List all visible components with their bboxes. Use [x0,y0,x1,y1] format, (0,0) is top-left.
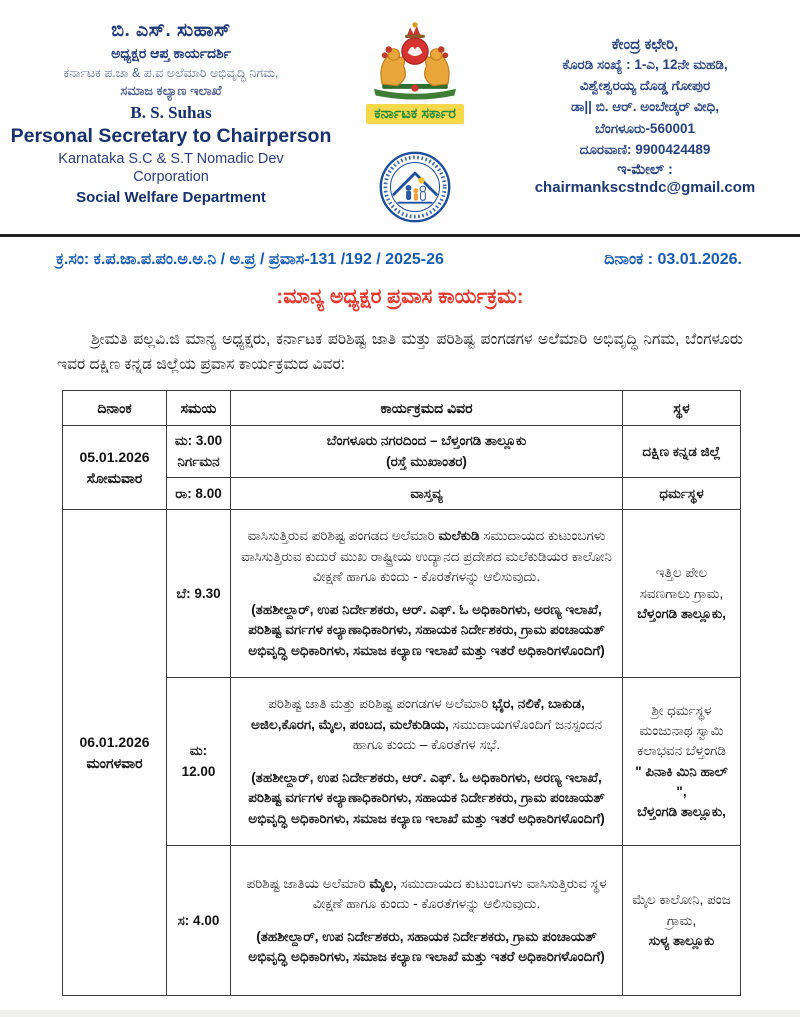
reference-date: ದಿನಾಂಕ : 03.01.2026. [604,251,742,268]
address-line-4: ಬೆಂಗಳೂರು-560001 [595,120,695,136]
details-cell [231,426,623,478]
details-highlight: ಭೈರ, ನಲಿಕೆ, ಬಾಕುಡ, ಅಜಿಲ,ಕೊರಗ, ಮೈಲ, ಪಂಬದ, ಮಲೆಕುಡಿಯ, [251,696,585,732]
officials-note: (ತಹಶೀಲ್ದಾರ್, ಉಪ ನಿರ್ದೇಶಕರು, ಆರ್. ಎಫ್. ಓ ಅಧಿಕಾರಿಗಳು, ಅರಣ್ಯ ಇಲಾಖೆ, ಪರಿಶಿಷ್ಟ ವರ್ಗಗಳ ಕಲ್ಯಾಣಾಧಿಕಾರಿಗಳು, ಸಹಾಯಕ ನಿರ್ದೇಶಕರು, ಗ್ರಾಮ ಪಂಚಾಯತ್ ಅಭಿವೃದ್ಧಿ ಅಧಿಕಾರಿಗಳು, ಸಮಾಜ ಕಲ್ಯಾಣ ಇಲಾಖೆ ಮತ್ತು ಇತರೆ ಅಧಿಕಾರಿಗಳೊಂದಿಗೆ) [248,602,605,658]
details-cell [231,510,623,678]
details-paragraph [237,526,616,587]
details-paragraph [237,694,616,755]
officer-title-kannada: ಅಧ್ಯಕ್ಷರ ಆಪ್ತ ಕಾರ್ಯದರ್ಶಿ [111,45,231,61]
table-row [63,510,741,678]
details-text: ಸಮುದಾಯದ ಕುಟುಂಬಗಳು ವಾಸಿಸುತ್ತಿರುವ ಸ್ಥಳ ವೀಕ್ಷಣೆ ಹಾಗೂ ಕುಂದು - ಕೊರತೆಗಳನ್ನು ಆಲಿಸುವುದು. [312,875,607,911]
place-cell [623,478,741,510]
details-paragraph [237,874,616,915]
letterhead-left-block [10,20,332,206]
place-cell [623,846,741,996]
time-note: ನಿರ್ಗಮನ [177,453,220,469]
place-highlight: ಬೆಳ್ತಂಗಡಿ ತಾಲ್ಲೂಕು, [637,804,726,820]
officer-title-english: Personal Secretary to Chairperson [10,125,332,147]
place-cell [623,510,741,678]
address-line-2: ವಿಶ್ವೇಶ್ವರಯ್ಯ ದೊಡ್ಡ ಗೋಪುರ [579,78,711,94]
letterhead-center-block [332,20,498,224]
corporation-name-english [10,150,332,186]
document-title: :ಮಾನ್ಯ ಅಧ್ಯಕ್ಷರ ಪ್ರವಾಸ ಕಾರ್ಯಕ್ರಮ: [276,285,524,308]
corporation-name-kannada: ಕರ್ನಾಟಕ ಪ.ಜಾ & ಪ.ವ ಅಲೆಮಾರಿ ಅಭಿವೃದ್ಧಿ ನಿಗಮ, [63,66,279,80]
details-text: ಸಮುದಾಯದ ಕುಟುಂಬಗಳು ವಾಸಿಸುತ್ತಿರುವ ಕುದುರೆ ಮುಖ ರಾಷ್ಟ್ರೀಯ ಉದ್ಯಾನದ ಪ್ರದೇಶದ ಮಲೆಕುಡಿಯರ ಕಾಲೋನಿ ವೀಕ್ಷಣೆ ಹಾಗೂ ಕುಂದು - ಕೊರತೆಗಳನ್ನು ಆಲಿಸುವುದು. [241,528,612,584]
email-label: ಇ-ಮೇಲ್ : [617,162,673,179]
reference-line [0,237,800,269]
column-header-time: ಸಮಯ [167,391,231,426]
date-cell-day2 [63,510,167,996]
details-cell [231,846,623,996]
place-highlight: ಬೆಳ್ತಂಗಡಿ ತಾಲ್ಲೂಕು, [637,605,726,621]
time-value: ಸ: 4.00 [177,912,220,928]
time-value: ಮ: 3.00 [174,433,223,449]
column-header-date: ದಿನಾಂಕ [63,391,167,426]
details-cell [231,478,623,510]
day1-date: 05.01.2026 [79,448,150,465]
day1-weekday: ಸೋಮವಾರ [86,469,143,486]
table-row [63,426,741,478]
details-highlight: ಮಲೆಕುಡಿ [438,528,480,544]
date-cell-day1 [63,426,167,510]
place-text: ಧರ್ಮಸ್ಥಳ [659,485,704,501]
email-address: chairmankscstndc@gmail.com [534,179,756,197]
place-highlight: " ಪಿನಾಕಿ ಮಿನಿ ಹಾಲ್ ", [635,763,728,799]
corporation-round-seal-icon [378,150,452,224]
place-text: ಶ್ರೀ ಧರ್ಮಸ್ಥಳ ಮಂಜುನಾಥ ಸ್ವಾಮಿ ಕಲಾಭವನ ಬೆಳ್ತಂಗಡಿ [637,702,726,759]
day2-date: 06.01.2026 [79,733,150,750]
scan-bottom-edge [0,1010,800,1017]
time-cell [167,426,231,478]
place-cell [623,678,741,846]
day2-weekday: ಮಂಗಳವಾರ [86,754,143,771]
time-cell [167,478,231,510]
corporation-name-english-line2: Corporation [133,169,209,186]
details-text: ವಾಸಿಸುತ್ತಿರುವ ಪರಿಶಿಷ್ಟ ಪಂಗಡದ ಅಲೆಮಾರಿ [247,528,439,544]
corporation-name-english-line1: Karnataka S.C & S.T Nomadic Dev [58,151,284,167]
details-line: ಬೆಂಗಳೂರು ನಗರದಿಂದ – ಬೆಳ್ತಂಗಡಿ ತಾಲ್ಲೂಕು [326,433,527,449]
address-line-1: ಕೊರಡಿ ಸಂಖ್ಯೆ : 1-ಎ, 12ನೇ ಮಹಡಿ, [562,57,728,72]
details-cell [231,678,623,846]
department-name-english: Social Welfare Department [76,189,266,207]
time-cell [167,846,231,996]
place-text: ಇತ್ತಿಲ ಪೇಲ ಸವಣಗಾಲು ಗ್ರಾಮ, [639,565,724,601]
place-cell [623,426,741,478]
officials-note: (ತಹಶೀಲ್ದಾರ್, ಉಪ ನಿರ್ದೇಶಕರು, ಸಹಾಯಕ ನಿರ್ದೇಶಕರು, ಗ್ರಾಮ ಪಂಚಾಯತ್ ಅಭಿವೃದ್ಧಿ ಅಧಿಕಾರಿಗಳು, ಸಮಾಜ ಕಲ್ಯಾಣ ಇಲಾಖೆ ಮತ್ತು ಇತರೆ ಅಧಿಕಾರಿಗಳೊಂದಿಗೆ) [248,929,605,965]
place-highlight: ಸುಳ್ಯ ತಾಲ್ಲೂಕು [648,932,715,948]
time-value: ಮ: 12.00 [181,743,216,779]
letterhead-right-block [498,20,792,196]
tour-schedule-table [62,390,741,996]
time-cell [167,678,231,846]
table-header-row [63,391,741,426]
time-value: ರಾ: 8.00 [175,485,222,501]
place-text: ಮೈಲ ಕಾಲೋನಿ, ಪಂಜ ಗ್ರಾಮ, [632,892,731,928]
department-name-kannada: ಸಮಾಜ ಕಲ್ಯಾಣ ಇಲಾಖೆ [120,83,222,98]
time-value: ಬೆ: 9.30 [176,585,221,601]
head-office-label: ಕೇಂದ್ರ ಕಛೇರಿ, [611,36,679,53]
details-highlight: ಮೈಲ, [369,875,397,891]
letterhead [0,0,800,228]
intro-paragraph: ಶ್ರೀಮತಿ ಪಲ್ಲವಿ.ಜಿ ಮಾನ್ಯ ಅಧ್ಯಕ್ಷರು, ಕರ್ನಾಟಕ ಪರಿಶಿಷ್ಟ ಜಾತಿ ಮತ್ತು ಪರಿಶಿಷ್ಟ ಪಂಗಡಗಳ ಅಲೆಮಾರಿ ಅಭಿವೃದ್ಧಿ ನಿಗಮ, ಬೆಂಗಳೂರು ಇವರ ದಕ್ಷಿಣ ಕನ್ನಡ ಜಿಲ್ಲೆಯ ಪ್ರವಾಸ ಕಾರ್ಯಕ್ರಮದ ವಿವರ: [57,331,743,374]
place-text: ದಕ್ಷಿಣ ಕನ್ನಡ ಜಿಲ್ಲೆ [642,443,721,459]
time-cell [167,510,231,678]
government-of-karnataka-label: ಕರ್ನಾಟಕ ಸರ್ಕಾರ [366,104,464,124]
details-text: ಪರಿಶಿಷ್ಟ ಜಾತಿ ಮತ್ತು ಪರಿಶಿಷ್ಟ ಪಂಗಡಗಳ ಅಲೆಮಾರಿ [268,696,492,712]
phone-number: ದೂರವಾಣಿ: 9900424489 [579,141,711,157]
column-header-details: ಕಾರ್ಯಕ್ರಮದ ವಿವರ [231,391,623,426]
officer-name-english: B. S. Suhas [130,103,212,122]
officials-note: (ತಹಶೀಲ್ದಾರ್, ಉಪ ನಿರ್ದೇಶಕರು, ಆರ್. ಎಫ್. ಓ ಅಧಿಕಾರಿಗಳು, ಅರಣ್ಯ ಇಲಾಖೆ, ಪರಿಶಿಷ್ಟ ವರ್ಗಗಳ ಕಲ್ಯಾಣಾಧಿಕಾರಿಗಳು, ಸಹಾಯಕ ನಿರ್ದೇಶಕರು, ಗ್ರಾಮ ಪಂಚಾಯತ್ ಅಭಿವೃದ್ಧಿ ಅಧಿಕಾರಿಗಳು, ಸಮಾಜ ಕಲ್ಯಾಣ ಇಲಾಖೆ ಮತ್ತು ಇತರೆ ಅಧಿಕಾರಿಗಳೊಂದಿಗೆ) [248,770,605,826]
details-line: ವಾಸ್ತವ್ಯ [410,485,443,501]
officer-name-kannada: ಬಿ. ಎಸ್. ಸುಹಾಸ್ [111,20,231,41]
details-subline: (ರಸ್ತೆ ಮುಖಾಂತರ) [386,453,467,469]
details-text: ಪರಿಶಿಷ್ಟ ಜಾತಿಯ ಅಲೆಮಾರಿ [246,875,370,891]
address-line-3: ಡಾ|| ಬಿ. ಆರ್. ಅಂಬೇಡ್ಕರ್ ವೀಧಿ, [571,99,719,115]
details-text: ಸಮುದಾಯಗಳೊಂದಿಗೆ ಜನಸ್ಪಂದನ ಹಾಗೂ ಕುಂದು – ಕೊರತೆಗಳ ಸಭೆ. [352,716,602,752]
column-header-place: ಸ್ಥಳ [623,391,741,426]
reference-number: ಕ್ರ.ಸಂ: ಕ.ಪ.ಜಾ.ಪ.ಪಂ.ಅ.ಅ.ನಿ / ಅ.ಪ್ರ / ಪ್ರವಾಸ-131 /192 / 2025-26 [56,251,444,268]
karnataka-state-emblem-icon [356,20,474,102]
